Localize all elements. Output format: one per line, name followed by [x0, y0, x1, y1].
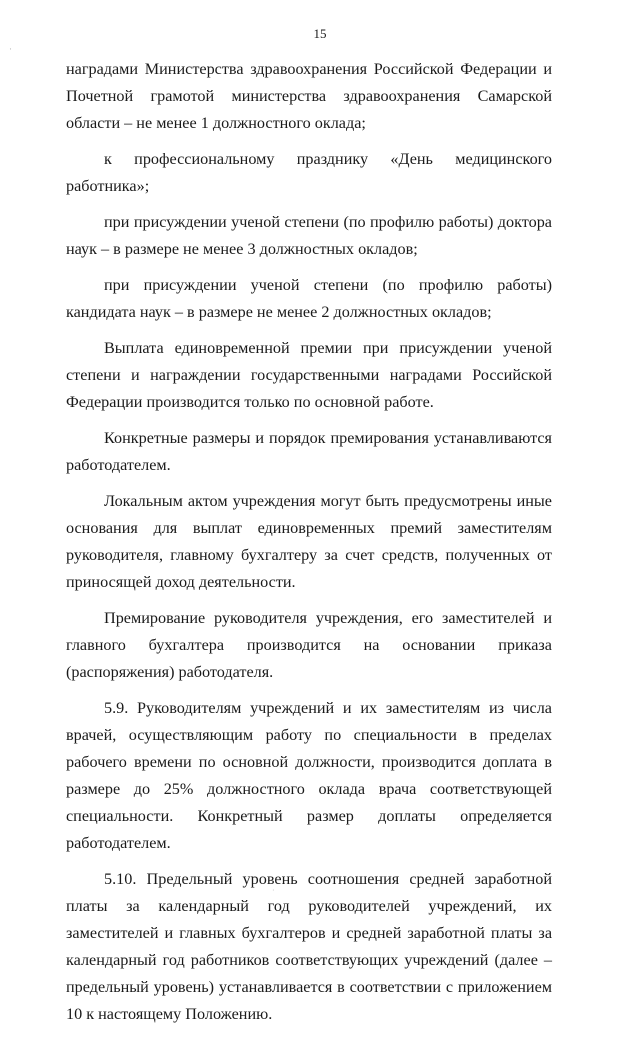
- paragraph-one-time-bonus: Выплата единовременной премии при присуждении ученой степени и награждении государственными наградами Российской Федерации производится только по основной работе.: [66, 339, 552, 411]
- paragraph-head-bonus: Премирование руководителя учреждения, его заместителей и главного бухгалтера производится на основании приказа (распоряжения) работодателя.: [66, 609, 552, 681]
- paragraph-5-9: 5.9. Руководителям учреждений и их заместителям из числа врачей, осуществляющим работу по специальности в пределах рабочего времени по основной должности, производится доплата в размере до 25% должностного оклада врача соответствующей специальности. Конкретный размер доплаты определяется работодателем.: [66, 699, 552, 852]
- scan-margin-mark: ·: [9, 44, 12, 54]
- paragraph-candidate-degree: при присуждении ученой степени (по профилю работы) кандидата наук – в размере не менее 2 должностных окладов;: [66, 276, 552, 321]
- paragraph-bonus-sizes: Конкретные размеры и порядок премирования устанавливаются работодателем.: [66, 429, 552, 474]
- paragraph-doctor-degree: при присуждении ученой степени (по профилю работы) доктора наук – в размере не менее 3 должностных окладов;: [66, 213, 552, 258]
- scan-bottom-mark: ·: [272, 886, 275, 895]
- paragraph-medical-worker-day: к профессиональному празднику «День медицинского работника»;: [66, 150, 552, 195]
- paragraph-awards: наградами Министерства здравоохранения Российской Федерации и Почетной грамотой министерства здравоохранения Самарской области – не менее 1 должностного оклада;: [66, 60, 552, 132]
- document-body: [66, 56, 552, 1037]
- paragraph-local-act: Локальным актом учреждения могут быть предусмотрены иные основания для выплат единовременных премий заместителям руководителя, главному бухгалтеру за счет средств, полученных от приносящей доход деятельности.: [66, 492, 552, 591]
- page-number: 15: [313, 26, 327, 41]
- paragraph-5-10: 5.10. Предельный уровень соотношения средней заработной платы за календарный год руководителей учреждений, их заместителей и главных бухгалтеров и средней заработной платы за календарный год работников соответствующих учреждений (далее – предельный уровень) устанавливается в соответствии с приложением 10 к настоящему Положению.: [66, 870, 552, 1023]
